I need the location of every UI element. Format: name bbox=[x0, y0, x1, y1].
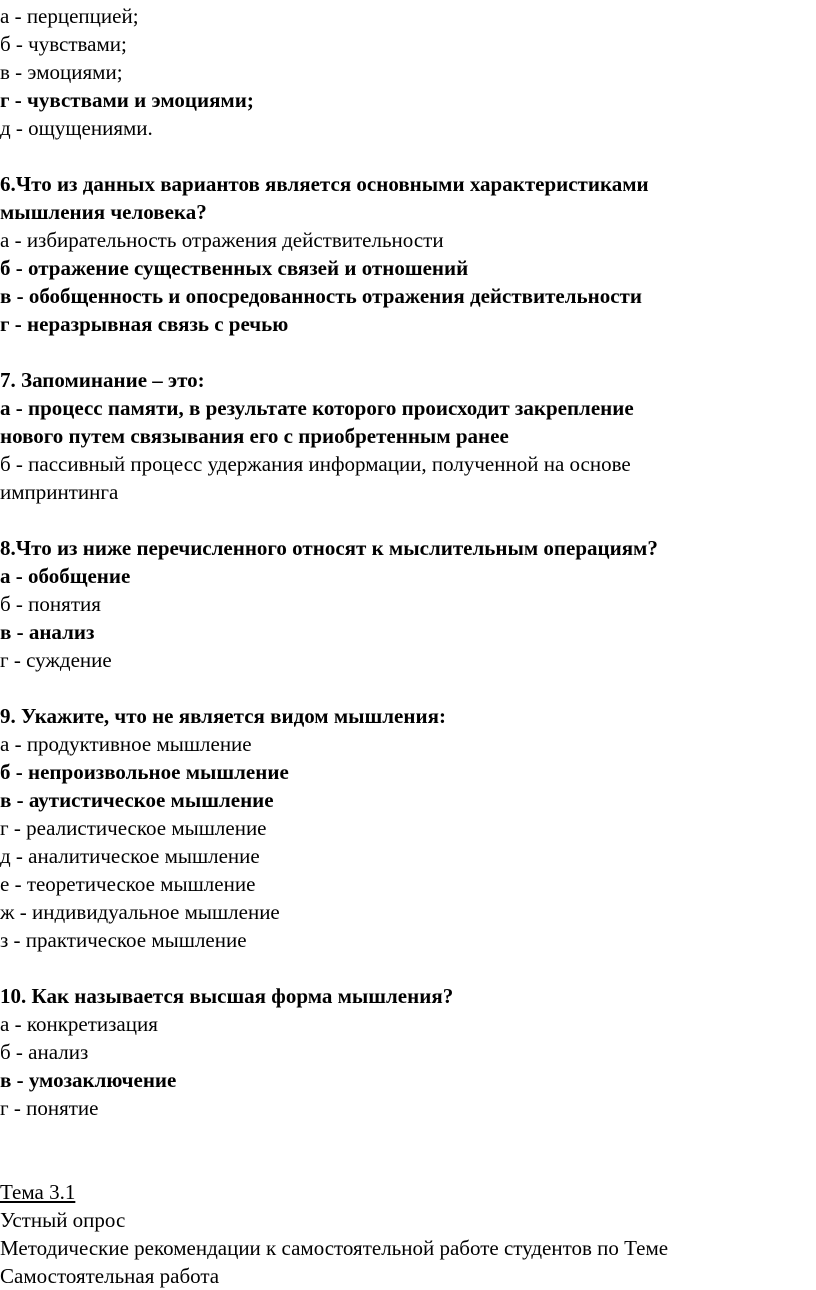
option-9g: ж - индивидуальное мышление bbox=[0, 900, 280, 924]
option-5e: д - ощущениями. bbox=[0, 116, 153, 140]
question-7-text: 7. Запоминание – это: bbox=[0, 368, 205, 392]
option-7a-line1: а - процесс памяти, в результате которого происходит закрепление bbox=[0, 396, 634, 420]
option-10a: а - конкретизация bbox=[0, 1012, 158, 1036]
option-5a: а - перцепцией; bbox=[0, 4, 139, 28]
spacer bbox=[0, 142, 816, 170]
spacer bbox=[0, 1150, 816, 1178]
option-9d: г - реалистическое мышление bbox=[0, 816, 267, 840]
option-6c-correct: в - обобщенность и опосредованность отражения действительности bbox=[0, 284, 642, 308]
oral-survey-label: Устный опрос bbox=[0, 1208, 126, 1232]
footer-section bbox=[0, 1178, 816, 1290]
option-9b-correct: б - непроизвольное мышление bbox=[0, 760, 289, 784]
option-6d-correct: г - неразрывная связь с речью bbox=[0, 312, 289, 336]
option-10c-correct: в - умозаключение bbox=[0, 1068, 177, 1092]
question-6-text-line2: мышления человека? bbox=[0, 200, 207, 224]
question-5-options bbox=[0, 0, 816, 142]
question-9 bbox=[0, 702, 816, 954]
spacer bbox=[0, 954, 816, 982]
option-9c-correct: в - аутистическое мышление bbox=[0, 788, 274, 812]
question-10-text: 10. Как называется высшая форма мышления? bbox=[0, 984, 454, 1008]
question-9-text: 9. Укажите, что не является видом мышления: bbox=[0, 704, 446, 728]
option-7a-line2: нового путем связывания его с приобретенным ранее bbox=[0, 424, 509, 448]
topic-link[interactable]: Тема 3.1 bbox=[0, 1180, 76, 1204]
recommendations-label: Методические рекомендации к самостоятельной работе студентов по Теме bbox=[0, 1236, 669, 1260]
option-9a: а - продуктивное мышление bbox=[0, 732, 252, 756]
option-6a: а - избирательность отражения действительности bbox=[0, 228, 444, 252]
option-7b-line2: импринтинга bbox=[0, 480, 119, 504]
spacer bbox=[0, 506, 816, 534]
option-7b-line1: б - пассивный процесс удержания информации, полученной на основе bbox=[0, 452, 631, 476]
option-10d: г - понятие bbox=[0, 1096, 99, 1120]
spacer bbox=[0, 338, 816, 366]
question-6 bbox=[0, 170, 816, 338]
self-work-label: Самостоятельная работа bbox=[0, 1264, 220, 1288]
question-10 bbox=[0, 982, 816, 1122]
option-9f: е - теоретическое мышление bbox=[0, 872, 256, 896]
option-8d: г - суждение bbox=[0, 648, 112, 672]
option-8b: б - понятия bbox=[0, 592, 101, 616]
option-5c: в - эмоциями; bbox=[0, 60, 123, 84]
spacer bbox=[0, 674, 816, 702]
option-10b: б - анализ bbox=[0, 1040, 89, 1064]
topic-heading bbox=[0, 1178, 816, 1206]
question-8-text: 8.Что из ниже перечисленного относят к мыслительным операциям? bbox=[0, 536, 658, 560]
option-5d-correct: г - чувствами и эмоциями; bbox=[0, 88, 254, 112]
question-8 bbox=[0, 534, 816, 674]
option-9h: з - практическое мышление bbox=[0, 928, 247, 952]
option-8a-correct: а - обобщение bbox=[0, 564, 131, 588]
option-9e: д - аналитическое мышление bbox=[0, 844, 260, 868]
option-5b: б - чувствами; bbox=[0, 32, 127, 56]
option-6b-correct: б - отражение существенных связей и отношений bbox=[0, 256, 469, 280]
question-6-text-line1: 6.Что из данных вариантов является основными характеристиками bbox=[0, 172, 649, 196]
spacer bbox=[0, 1122, 816, 1150]
question-7 bbox=[0, 366, 816, 506]
option-8c-correct: в - анализ bbox=[0, 620, 95, 644]
